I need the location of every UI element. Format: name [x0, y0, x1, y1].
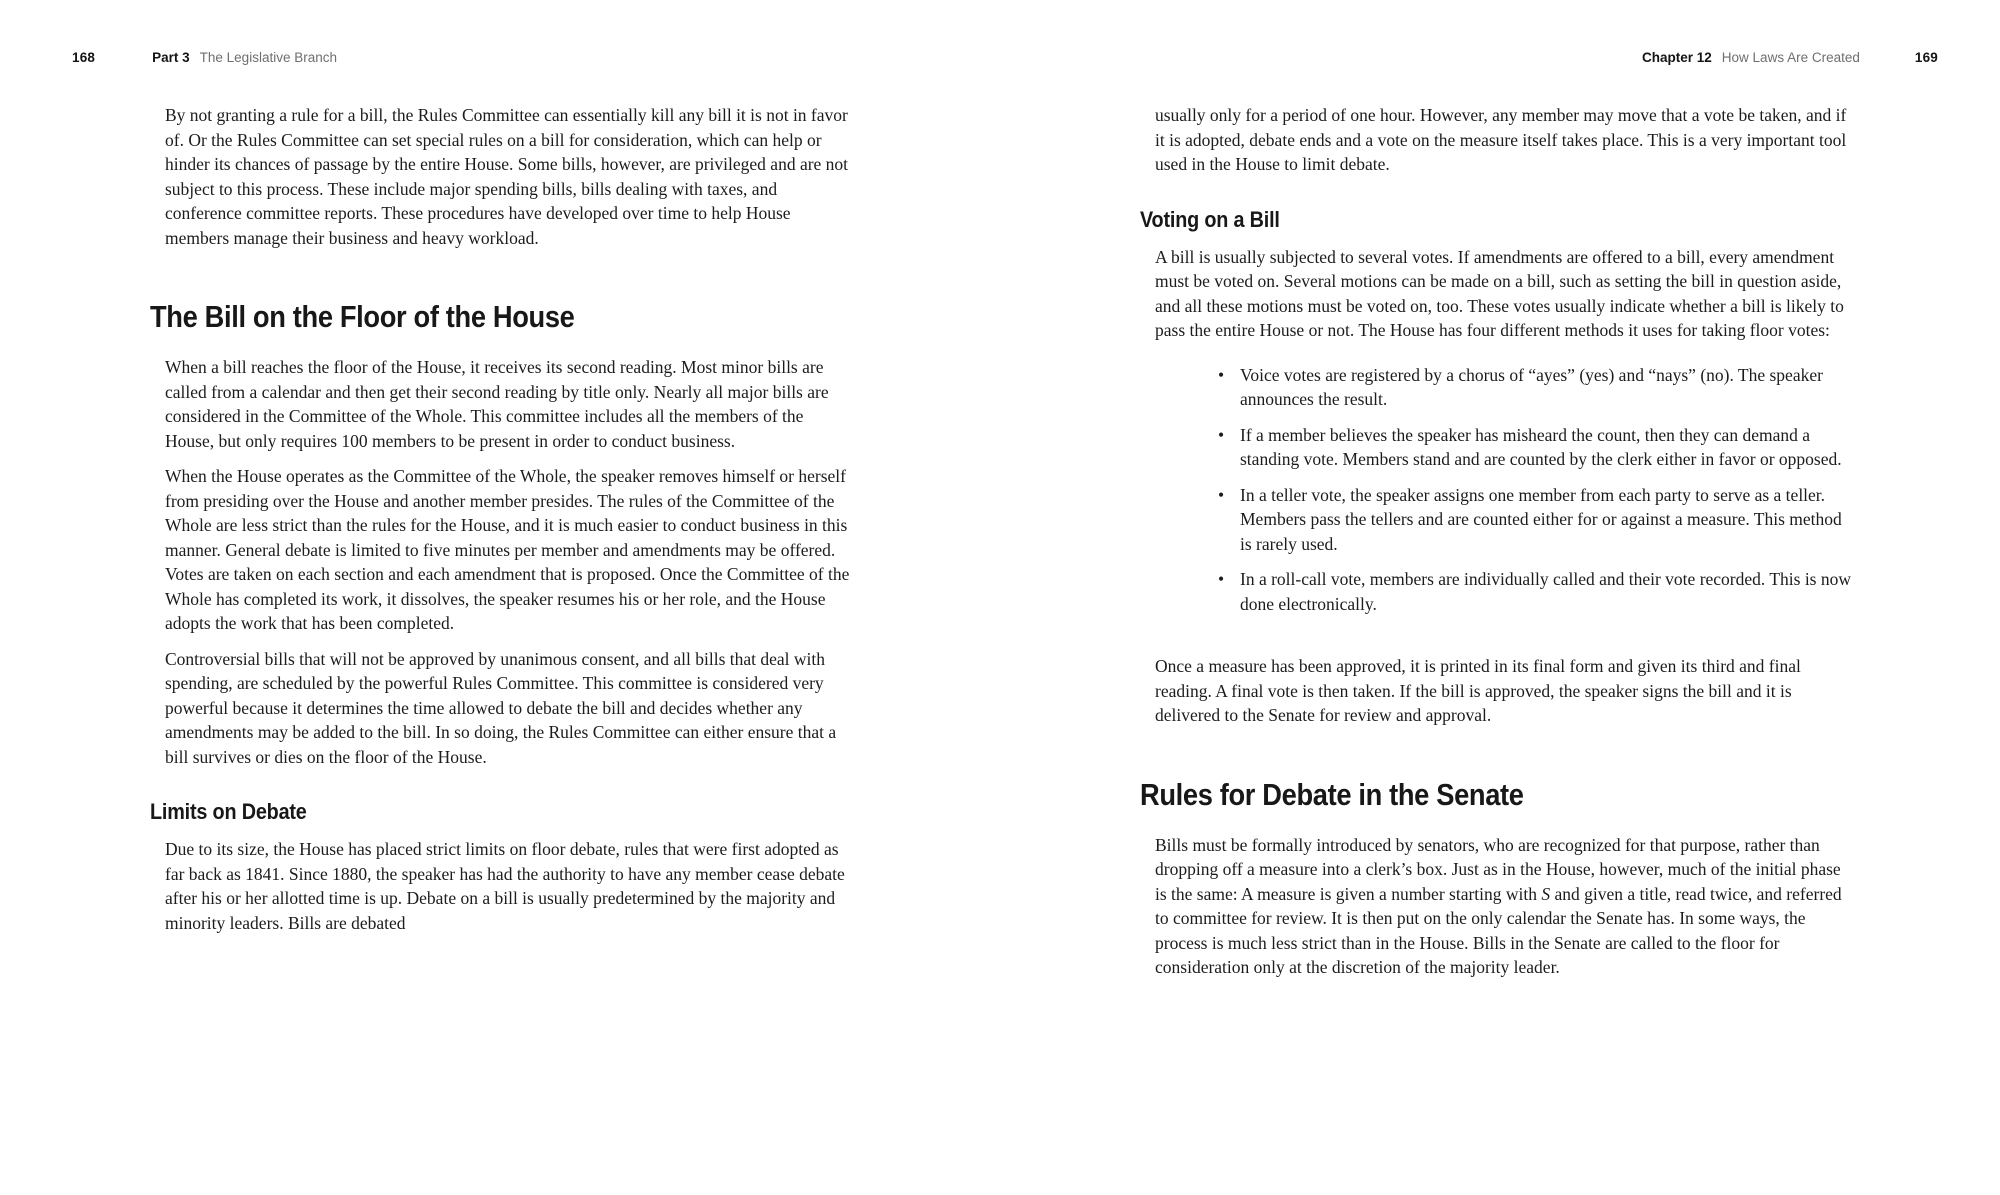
running-head-left [72, 50, 337, 66]
list-item: • Voice votes are registered by a chorus of “ayes” (yes) and “nays” (no). The speaker announces the result. [1240, 363, 1855, 412]
italic-term: S [1541, 883, 1551, 904]
paragraph-text: and given a title, read twice, and referred to committee for review. It is then put on the only calendar the Senate has. In some ways, the process is much less strict than in the House. Bills in the Senate are called to the floor for consideration only at the discretion of the majority leader. [1155, 883, 1842, 977]
subsection-heading-limits-on-debate: Limits on Debate [150, 799, 307, 824]
continuation-paragraph: usually only for a period of one hour. However, any member may move that a vote be taken, and if it is adopted, debate ends and a vote on the measure itself takes place. This is a very important tool used in the House to limit debate. [1155, 105, 1847, 174]
list-item: • In a roll-call vote, members are individually called and their vote recorded. This is now done electronically. [1240, 567, 1855, 616]
body-paragraph: Due to its size, the House has placed strict limits on floor debate, rules that were first adopted as far back as 1841. Since 1880, the speaker has had the authority to have any member cease debate after his or her allotted time is up. Debate on a bill is usually predetermined by the majority and minority leaders. Bills are debated [165, 839, 845, 933]
subsection-heading-voting-on-a-bill: Voting on a Bill [1140, 206, 1280, 232]
paragraph-text: Bills must be formally introduced by senators, who are recognized for that purpose, rather than dropping off a measure into a clerk’s box. Just as in the House, however, much of the initial phase is the same: A measure is given a number starting with [1155, 834, 1841, 904]
body-paragraph: Once a measure has been approved, it is printed in its final form and given its third and final reading. A final vote is then taken. If the bill is approved, the speaker signs the bill and it is delivered to the Senate for review and approval. [1155, 656, 1801, 725]
running-head-right [1642, 50, 1938, 66]
right-page-body [1140, 103, 1855, 991]
page-number-left: 168 [72, 50, 96, 65]
left-page-body [150, 103, 855, 946]
body-paragraph: A bill is usually subjected to several votes. If amendments are offered to a bill, every amendment must be voted on. Several motions can be made on a bill, such as setting the bill in question aside, and all these motions must be voted on, too. These votes usually indicate whether a bill is likely to pass the entire House or not. The House has four different methods it uses for taking floor votes: [1155, 246, 1844, 340]
part-title: The Legislative Branch [199, 50, 337, 65]
list-item: • If a member believes the speaker has misheard the count, then they can demand a standing vote. Members stand and are counted by the clerk either in favor or opposed. [1240, 423, 1855, 472]
page-number-right: 169 [1914, 50, 1938, 65]
list-item: • In a teller vote, the speaker assigns one member from each party to serve as a teller. Members pass the tellers and are counted either for or against a measure. This method is rarely used. [1240, 483, 1855, 557]
section-heading-rules-senate: Rules for Debate in the Senate [1140, 776, 1524, 812]
section-heading-bill-on-floor: The Bill on the Floor of the House [150, 299, 575, 334]
part-label: Part 3 [152, 50, 190, 65]
body-paragraph [1155, 833, 1855, 980]
body-paragraph: When the House operates as the Committee of the Whole, the speaker removes himself or herself from presiding over the House and another member presides. The rules of the Committee of the Whole are less strict than the rules for the House, and it is much easier to conduct business in this manner. General debate is limited to five minutes per member and amendments may be offered. Votes are taken on each section and each amendment that is proposed. Once the Committee of the Whole has completed its work, it dissolves, the speaker resumes his or her role, and the House adopts the work that has been completed. [165, 466, 850, 633]
intro-paragraph: By not granting a rule for a bill, the Rules Committee can essentially kill any bill it is not in favor of. Or the Rules Committee can set special rules on a bill for consideration, which can help or hinder its chances of passage by the entire House. Some bills, however, are privileged and are not subject to this process. These include major spending bills, bills dealing with taxes, and conference committee reports. These procedures have developed over time to help House members manage their business and heavy workload. [165, 105, 849, 248]
body-paragraph: When a bill reaches the floor of the House, it receives its second reading. Most minor bills are called from a calendar and then get their second reading by title only. Nearly all major bills are considered in the Committee of the Whole. This committee includes all the members of the House, but only requires 100 members to be present in order to conduct business. [165, 357, 829, 451]
body-paragraph: Controversial bills that will not be approved by unanimous consent, and all bills that deal with spending, are scheduled by the powerful Rules Committee. This committee is considered very powerful because it determines the time allowed to debate the bill and decides whether any amendments may be added to the bill. In so doing, the Rules Committee can either ensure that a bill survives or dies on the floor of the House. [165, 648, 837, 767]
chapter-label: Chapter 12 [1642, 50, 1712, 65]
voting-methods-list [1140, 363, 1855, 617]
chapter-title: How Laws Are Created [1721, 50, 1860, 65]
